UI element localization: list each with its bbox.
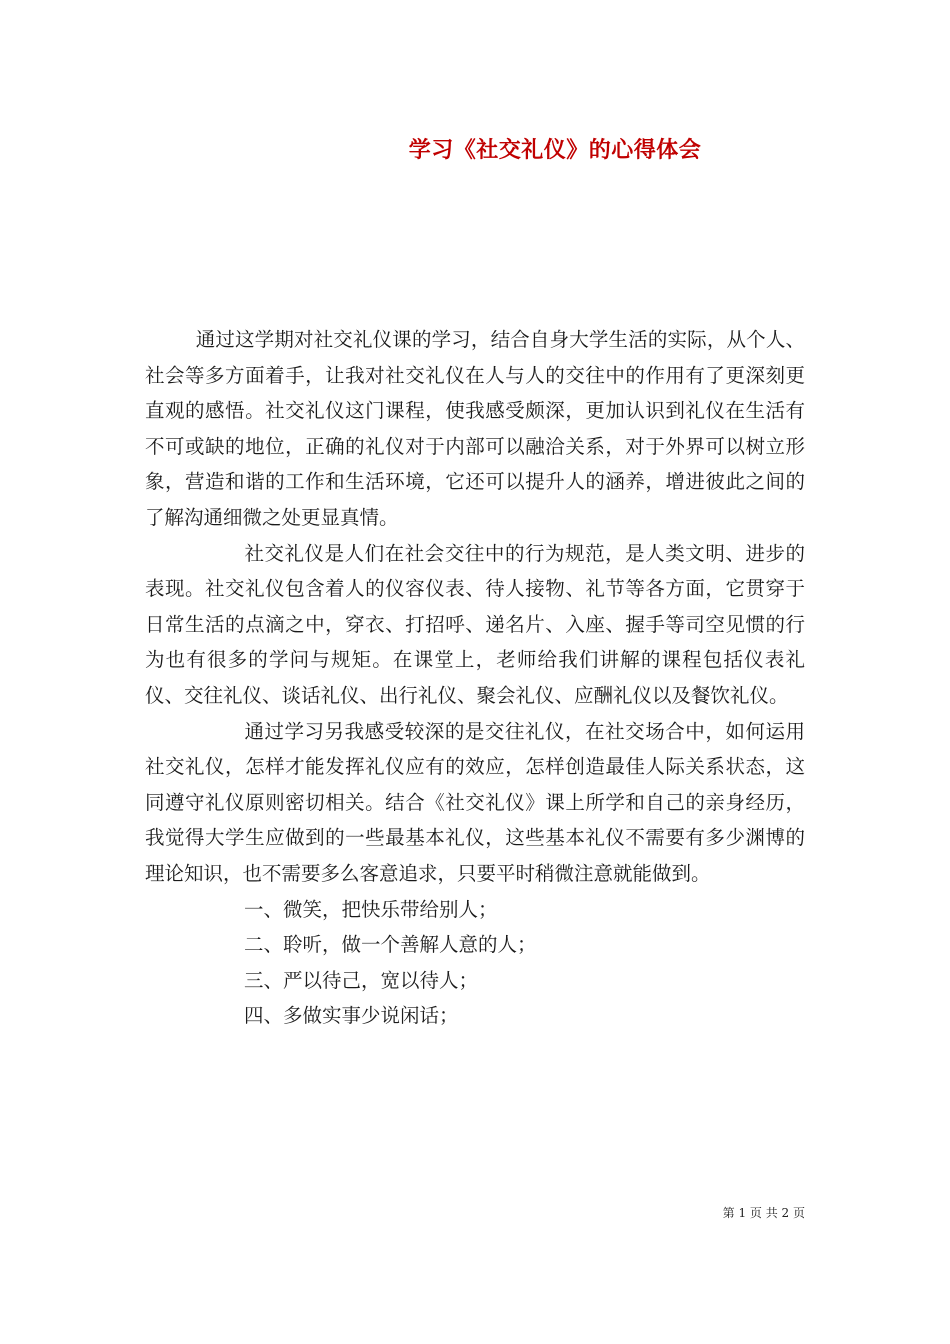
paragraph-3: 通过学习另我感受较深的是交往礼仪，在社交场合中，如何运用社交礼仪，怎样才能发挥礼仪应有的效应，怎样创造最佳人际关系状态，这同遵守礼仪原则密切相关。结合《社交礼仪》课上所学和自己的亲身经历，我觉得大学生应做到的一些最基本礼仪，这些基本礼仪不需要有多少渊博的理论知识，也不需要多么客意追求，只要平时稍微注意就能做到。 [145, 719, 805, 885]
document-body [145, 322, 805, 1034]
paragraph-2: 社交礼仪是人们在社会交往中的行为规范，是人类文明、进步的表现。社交礼仪包含着人的仪容仪表、待人接物、礼节等各方面，它贯穿于日常生活的点滴之中，穿衣、打招呼、递名片、入座、握手等司空见惯的行为也有很多的学问与规矩。在课堂上，老师给我们讲解的课程包括仪表礼仪、交往礼仪、谈话礼仪、出行礼仪、聚会礼仪、应酬礼仪以及餐饮礼仪。 [145, 541, 805, 707]
list-item-1: 一、微笑，把快乐带给别人； [244, 897, 498, 921]
page-footer: 第 1 页 共 2 页 [722, 1206, 805, 1220]
paragraph-1: 通过这学期对社交礼仪课的学习，结合自身大学生活的实际，从个人、社会等多方面着手，让我对社交礼仪在人与人的交往中的作用有了更深刻更直观的感悟。社交礼仪这门课程，使我感受颇深，更加认识到礼仪在生活有不可或缺的地位，正确的礼仪对于内部可以融洽关系，对于外界可以树立形象，营造和谐的工作和生活环境，它还可以提升人的涵养，增进彼此之间的了解沟通细微之处更显真情。 [145, 328, 805, 529]
list-item-4: 四、多做实事少说闲话； [244, 1004, 459, 1028]
list-item-3: 三、严以待己，宽以待人； [244, 968, 479, 992]
document-title: 学习《社交礼仪》的心得体会 [408, 137, 702, 163]
list-item-2: 二、聆听，做一个善解人意的人； [244, 933, 537, 957]
